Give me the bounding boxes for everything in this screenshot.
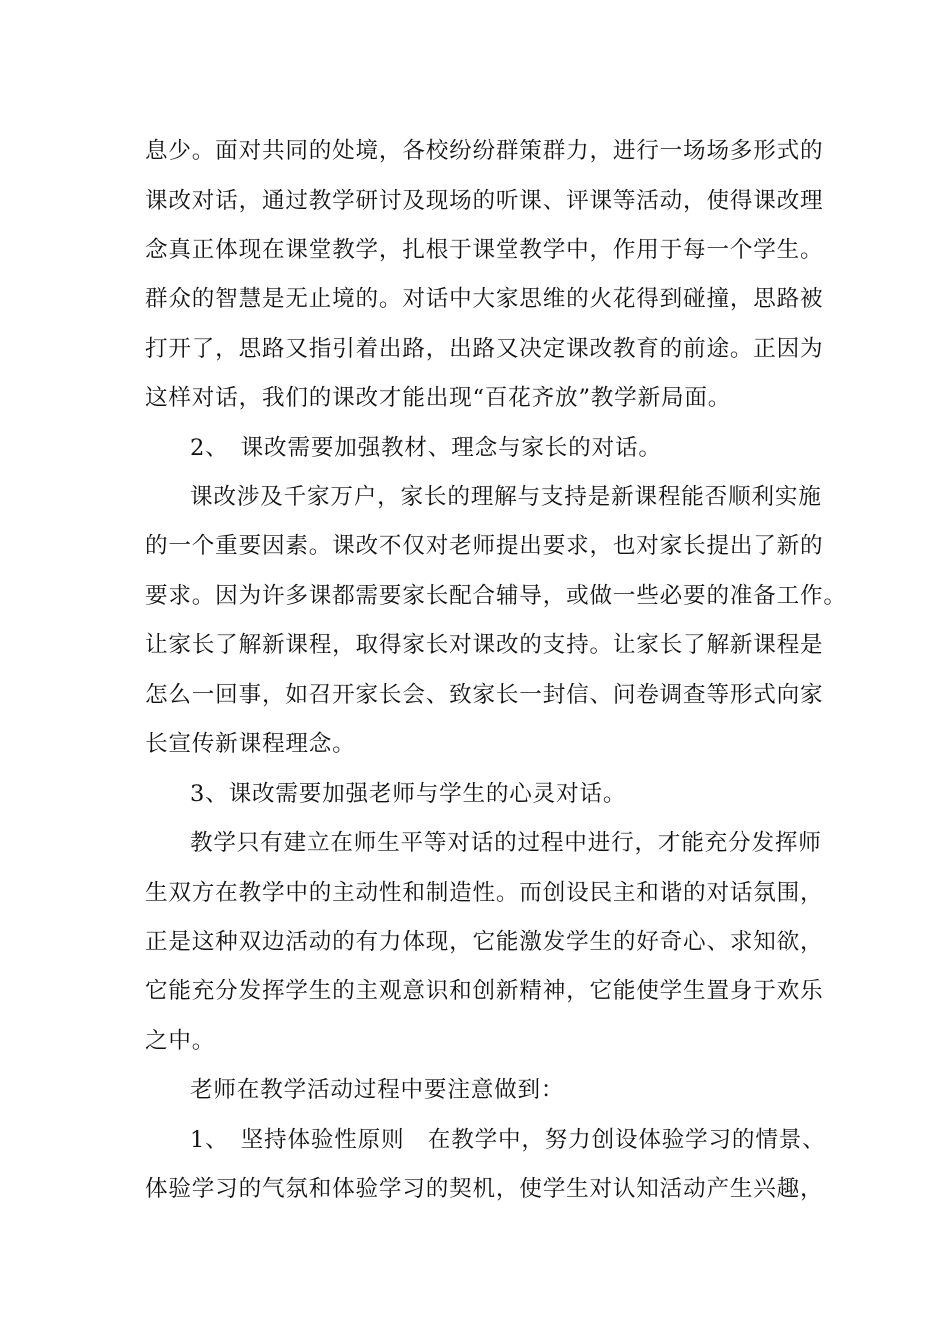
text-line: 教学只有建立在师生平等对话的过程中进行，才能充分发挥师 (190, 830, 822, 856)
text-line: 息少。面对共同的处境，各校纷纷群策群力，进行一场场多形式的 (145, 138, 824, 164)
list-item-heading: 3、课改需要加强老师与学生的心灵对话。 (190, 781, 627, 807)
list-item-heading: 1、 坚持体验性原则 在教学中，努力创设体验学习的情景、 (190, 1127, 826, 1153)
text-line: 长宣传新课程理念。 (145, 731, 356, 757)
text-line: 念真正体现在课堂教学，扎根于课堂教学中，作用于每一个学生。 (145, 237, 824, 263)
text-line: 老师在教学活动过程中要注意做到： (190, 1077, 565, 1103)
text-line: 生双方在教学中的主动性和制造性。而创设民主和谐的对话氛围， (145, 880, 824, 906)
text-line: 它能充分发挥学生的主观意识和创新精神，它能使学生置身于欢乐 (145, 978, 824, 1004)
text-line: 之中。 (145, 1028, 216, 1054)
text-line: 让家长了解新课程，取得家长对课改的支持。让家长了解新课程是 (145, 632, 824, 658)
text-line: 这样对话，我们的课改才能出现“百花齐放”教学新局面。 (145, 385, 732, 411)
list-item-heading: 2、 课改需要加强教材、理念与家长的对话。 (190, 435, 662, 461)
text-line: 正是这种双边活动的有力体现，它能激发学生的好奇心、求知欲， (145, 929, 824, 955)
text-line: 要求。因为许多课都需要家长配合辅导，或做一些必要的准备工作。 (145, 583, 847, 609)
text-line: 课改涉及千家万户，家长的理解与支持是新课程能否顺利实施 (190, 484, 822, 510)
text-line: 怎么一回事，如召开家长会、致家长一封信、问卷调查等形式向家 (145, 682, 824, 708)
text-line: 打开了，思路又指引着出路，出路又决定课改教育的前途。正因为 (145, 336, 824, 362)
text-line: 的一个重要因素。课改不仅对老师提出要求，也对家长提出了新的 (145, 533, 824, 559)
text-line: 体验学习的气氛和体验学习的契机，使学生对认知活动产生兴趣， (145, 1176, 824, 1202)
text-line: 课改对话，通过教学研讨及现场的听课、评课等活动，使得课改理 (145, 188, 824, 214)
text-line: 群众的智慧是无止境的。对话中大家思维的火花得到碰撞，思路被 (145, 286, 824, 312)
